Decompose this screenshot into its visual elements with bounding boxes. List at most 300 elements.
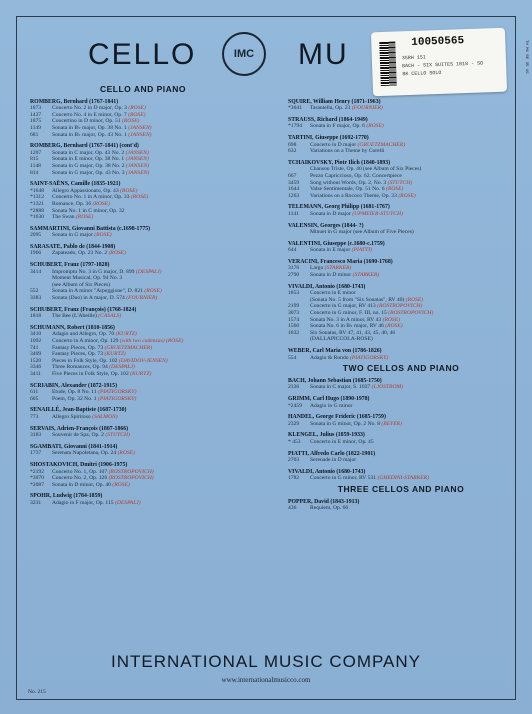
entry-number: 1141	[288, 210, 299, 217]
catalog-entry	[288, 142, 514, 149]
entry-title: Adagio and Allegro, Op. 70	[52, 331, 115, 338]
left-column	[30, 82, 256, 506]
entry-title-line	[52, 295, 256, 302]
entry-title: Sonata No. 1 in C minor, Op. 32	[52, 207, 125, 214]
catalog-entry	[288, 330, 514, 337]
entry-number: *1794	[288, 123, 302, 130]
entry-title-line	[52, 170, 256, 177]
entry-number: *1630	[30, 214, 44, 221]
entry-title: Sonata in E minor, Op. 38 No. 1	[52, 156, 125, 163]
entry-title: Largo	[310, 265, 324, 272]
entry-number: 1853	[288, 290, 300, 297]
entry-title-line	[52, 156, 256, 163]
catalog-entry	[288, 180, 514, 187]
entry-number: 3346	[30, 364, 42, 371]
entry-title-line	[310, 297, 514, 304]
entry-title: Chanson Triste, Op. 40 (see Album of Six Pieces)	[310, 166, 422, 173]
catalog-entry	[30, 118, 256, 125]
catalog-entry	[30, 132, 256, 139]
entry-title: Five Pieces in Folk Style, Op. 102	[52, 370, 129, 377]
entry-number: 3409	[30, 351, 42, 358]
entry-number: 741	[30, 344, 39, 351]
entry-title: Allegro Appassionato, Op. 43	[52, 187, 119, 194]
entry-title: Sonata in C major, S. 1037	[310, 384, 371, 391]
entry-title-line	[52, 389, 256, 396]
composer-heading: STRAUSS, Richard (1864-1949)	[288, 116, 368, 123]
entry-number: 611	[30, 389, 39, 396]
entry-editor: (ROSTROPOVICH)	[108, 468, 154, 475]
entry-title-line	[310, 330, 514, 337]
catalog-entry	[30, 338, 256, 345]
entry-editor: (DESPALJ)	[135, 268, 162, 275]
entry-number: 2336	[288, 384, 300, 391]
entry-title-line	[52, 118, 256, 125]
catalog-entry	[30, 275, 256, 282]
entry-title-line	[310, 290, 514, 297]
entry-editor: (ROSE)	[120, 187, 138, 194]
catalog-entry	[30, 475, 256, 482]
entry-number: *3041	[288, 105, 302, 112]
entry-title: Sonata in G minor, Op. 2 No. 8	[310, 420, 381, 427]
catalog-entry	[288, 211, 514, 218]
entry-title: Sonata in F major, Op. 6	[310, 123, 365, 130]
catalog-entry	[288, 123, 514, 130]
right-groups-three-cellos	[288, 499, 514, 512]
catalog-entry	[288, 173, 514, 180]
entry-editor: (ROSE)	[405, 296, 424, 303]
entry-number: *2459	[288, 402, 302, 409]
catalog-number: No. 215	[28, 689, 46, 695]
entry-title: Zapateado, Op. 23 No. 2	[52, 250, 108, 257]
entry-editor: (ROSE)	[94, 232, 112, 239]
entry-number: 3176	[288, 265, 300, 272]
composer-heading: TCHAIKOVSKY, Piotr Ilich (1840-1893)	[288, 159, 391, 166]
catalog-entry	[30, 414, 256, 421]
section-title-three-cellos: THREE CELLOS AND PIANO	[337, 483, 465, 494]
composer-heading: GRIMM, Carl Hugo (1890-1978)	[288, 395, 370, 402]
entry-title: Sonata in D minor	[310, 272, 352, 279]
catalog-entry	[288, 265, 514, 272]
entry-editor: (ROSTROPOVICH)	[108, 475, 154, 482]
entry-title-line	[310, 186, 514, 193]
catalog-entry	[30, 105, 256, 112]
entry-editor: (ROSE)	[108, 250, 126, 257]
catalog-entry	[30, 208, 256, 215]
composer-heading: VIVALDI, Antonio (1680-1743)	[288, 468, 366, 475]
entry-number: 3459	[288, 179, 300, 186]
catalog-entry	[288, 505, 514, 512]
entry-title: Concerto in E minor, Op. 45	[310, 438, 374, 445]
entry-title-line	[52, 396, 256, 403]
entry-title-line	[52, 345, 256, 352]
entry-editor: (JANSEN)	[125, 169, 150, 176]
entry-title: (see Album of Six Pieces)	[52, 281, 111, 288]
composer-heading: VALENSIN, Georges (1844- ?)	[288, 222, 364, 229]
entry-title-line	[52, 364, 256, 371]
entry-title-line	[52, 469, 256, 476]
entry-editor: (PIATIGORSKY)	[349, 354, 389, 361]
entry-editor: (ROSE)	[385, 186, 404, 193]
entry-title-line	[310, 123, 514, 130]
entry-title-line	[310, 166, 514, 173]
entry-title: Sonata in G major, Op. 38 No. 2	[52, 162, 125, 169]
entry-title: Sonata in E major	[310, 247, 351, 254]
catalog-entry	[288, 297, 514, 304]
entry-number: 773	[30, 413, 39, 420]
entry-editor: (DESPALJ)	[109, 364, 135, 371]
entry-number: 1818	[30, 313, 42, 320]
catalog-entry	[288, 303, 514, 310]
barcode-icon	[379, 42, 397, 87]
entry-title-line	[52, 414, 256, 421]
composer-heading: WEBER, Carl Maria von (1786-1826)	[288, 348, 382, 354]
entry-number: *2192	[30, 468, 44, 475]
catalog-entry	[288, 355, 514, 362]
section-title-two-cellos: TWO CELLOS AND PIANO	[342, 363, 460, 374]
catalog-entry	[30, 500, 256, 507]
catalog-entry	[288, 186, 514, 193]
entry-title-line	[52, 331, 256, 338]
entry-title-line	[52, 188, 256, 195]
entry-title-line	[52, 358, 256, 365]
entry-title: Concerto in A minor, Op. 129	[52, 338, 119, 344]
composer-heading: SQUIRE, William Henry (1871-1963)	[288, 98, 381, 105]
entry-editor: (ROSE)	[128, 105, 146, 112]
entry-title-line	[52, 232, 256, 239]
catalog-entry	[30, 170, 256, 177]
catalog-entry	[288, 290, 514, 297]
catalog-entry	[30, 214, 256, 221]
catalog-entry	[288, 229, 514, 236]
catalog-entry	[30, 371, 256, 378]
entry-number: 3383	[30, 295, 42, 302]
entry-number: 698	[288, 141, 297, 148]
entry-number	[288, 336, 310, 343]
catalog-entry	[288, 272, 514, 279]
right-column	[288, 82, 514, 512]
entry-editor: (ROSE)	[382, 316, 400, 323]
entry-title-line	[52, 250, 256, 257]
entry-editor: (ROSE)	[112, 481, 130, 488]
entry-title: (Sonata No. 5 from "Six Sonatas", RV 40)	[310, 296, 405, 303]
catalog-entry	[30, 156, 256, 163]
entry-number: 1263	[288, 192, 300, 199]
composer-heading: SPOHR, Ludwig (1784-1859)	[30, 493, 103, 500]
catalog-entry	[288, 421, 514, 428]
catalog-entry	[288, 148, 514, 155]
entry-number: 3410	[30, 331, 42, 338]
composer-heading: SGAMBATI, Giovanni (1841-1914)	[30, 443, 118, 450]
entry-title: Six Sonatas, RV 47, 41, 43, 45, 40, 46	[310, 329, 396, 336]
composer-heading: SAMMARTINI, Giovanni Battista (c.1698-1775)	[30, 225, 151, 232]
entry-title-line	[52, 475, 256, 482]
entry-number	[30, 282, 52, 289]
entry-title: Variations on a Theme by Corelli	[310, 148, 385, 155]
publisher-name: INTERNATIONAL MUSIC COMPANY	[110, 652, 422, 671]
catalog-entry	[30, 450, 256, 457]
left-groups	[30, 99, 256, 507]
composer-heading: SCHUBERT, Franz (François) (1768-1824)	[30, 306, 137, 313]
entry-title-line	[310, 355, 514, 362]
entry-title-line	[310, 247, 514, 254]
entry-title: Sonata (Duo) in A major, D. 574	[52, 295, 125, 302]
entry-title: Poem, Op. 32 No. 1	[52, 395, 97, 402]
entry-title: Concerto No. 4 in E minor, Op. 7	[52, 111, 127, 118]
entry-title-line	[52, 150, 256, 157]
entry-title: Sonata in A minor "Arpeggione", D. 821	[52, 288, 143, 295]
entry-title-line	[310, 403, 514, 410]
entry-title-line	[310, 421, 514, 428]
entry-number: *2087	[30, 481, 44, 488]
entry-editor: (FOURNIER)	[351, 105, 383, 112]
entry-number: *1648	[30, 187, 44, 194]
entry-title-line	[310, 475, 514, 482]
entry-title: Impromptu No. 3 in G major, D. 899	[52, 268, 135, 275]
entry-editor: (KURTZ)	[115, 331, 137, 338]
catalog-entry	[30, 125, 256, 132]
entry-title: Sonata No. 6 in B♭ major, RV 46	[310, 323, 384, 330]
catalog-entry	[30, 163, 256, 170]
composer-heading: VERACINI, Francesco Maria (1690-1768)	[288, 258, 393, 265]
catalog-entry	[30, 282, 256, 289]
entry-title-line	[52, 450, 256, 457]
entry-number: 3411	[30, 370, 41, 377]
catalog-entry	[30, 250, 256, 257]
entry-title-line	[310, 303, 514, 310]
composer-heading: SCRIABIN, Alexander (1872-1915)	[30, 382, 118, 389]
catalog-entry	[30, 194, 256, 201]
catalog-entry	[288, 166, 514, 173]
right-groups	[288, 99, 514, 362]
entry-title-line	[310, 317, 514, 324]
entry-number: *1321	[30, 200, 44, 207]
entry-title-line	[52, 288, 256, 295]
composer-heading: SENAILLÉ, Jean-Baptiste (1687-1730)	[30, 407, 127, 414]
entry-title-line	[52, 105, 256, 112]
entry-editor: (ROSE)	[117, 450, 135, 457]
catalog-entry	[30, 201, 256, 208]
entry-title: Pezzo Capriccioso, Op. 62. Concertpiece	[310, 172, 402, 179]
entry-number: 1560	[288, 323, 300, 330]
entry-title: Adagio in G minor	[310, 402, 353, 409]
entry-title: Minuet in G major (see Album of Five Pieces)	[310, 229, 414, 236]
entry-number: 1782	[288, 475, 300, 482]
entry-title: Etude, Op. 8 No. 11	[52, 389, 97, 396]
entry-editor: (JANSEN)	[128, 124, 152, 131]
entry-number	[30, 275, 52, 282]
composer-heading: BACH, Johann Sebastian (1685-1750)	[288, 377, 382, 384]
entry-title: Song without Words, Op. 2, No. 3	[310, 179, 387, 186]
sticker-line-2: BACH - SIX SUITES 1018 - SO	[402, 60, 484, 70]
entry-editor: (BEYER)	[381, 420, 402, 427]
entry-number: 1092	[30, 338, 42, 344]
entry-title-line	[52, 482, 256, 489]
entry-editor: (STUTCH)	[105, 432, 130, 439]
entry-title-line	[52, 194, 256, 201]
entry-editor: (ROSE)	[398, 192, 416, 199]
catalog-entry	[30, 295, 256, 302]
entry-number: 2095	[30, 232, 42, 239]
entry-title: Sonata No. 3 in A minor, RV 43	[310, 316, 382, 323]
catalog-entry	[30, 482, 256, 489]
composer-heading: PIATTI, Alfredo Carlo (1822-1901)	[288, 450, 376, 457]
entry-title: Sonata in D major	[310, 210, 351, 217]
composer-heading: SCHUMANN, Robert (1810-1856)	[30, 324, 115, 331]
entry-title-line	[310, 180, 514, 187]
entry-editor: (JANSEN)	[125, 162, 150, 169]
entry-number: 2703	[288, 457, 300, 464]
entry-title: The Bee (L'Abeille)	[52, 313, 97, 320]
entry-title-line	[310, 384, 514, 391]
composer-heading: ROMBERG, Bernhard (1767-1841) (cont'd)	[30, 143, 139, 150]
entry-number: 667	[288, 172, 297, 179]
catalog-entry	[30, 112, 256, 119]
entry-editor: (DAVIDOV-JENSEN)	[118, 357, 168, 364]
entry-title: Concertino in D minor, Op. 51	[52, 118, 121, 125]
catalog-entry	[288, 247, 514, 254]
entry-editor: (KURTZ)	[104, 351, 126, 358]
entry-title-line	[310, 457, 514, 464]
entry-number: 2329	[288, 420, 300, 427]
entry-title-line	[310, 336, 514, 343]
catalog-entry	[288, 317, 514, 324]
entry-editor: (STARKER)	[352, 272, 380, 279]
catalog-entry	[288, 475, 514, 482]
catalog-entry	[288, 323, 514, 330]
composer-heading: VALENTINI, Giuseppe (c.1680-c.1759)	[288, 240, 385, 247]
composer-heading: TARTINI, Giuseppe (1692-1770)	[288, 134, 369, 141]
catalog-entry	[30, 469, 256, 476]
entry-editor: (PIATIGORSKY)	[98, 389, 137, 396]
entry-editor: (JANSEN)	[125, 156, 149, 163]
composer-heading: SERVAIS, Adrien-François (1807-1866)	[30, 425, 129, 432]
entry-number: 552	[30, 288, 39, 295]
entry-title-line	[310, 142, 514, 149]
entry-title-line	[52, 351, 256, 358]
entry-editor: (ROSE)	[385, 323, 403, 330]
entry-title-line	[310, 505, 514, 512]
catalog-entry	[288, 193, 514, 200]
entry-number: 1966	[30, 250, 42, 257]
entry-title: Concerto No. 2 in D major, Op. 3	[52, 105, 127, 112]
composer-heading: SHOSTAKOVICH, Dmitri (1906-1975)	[30, 461, 128, 468]
entry-title-line	[310, 229, 514, 236]
entry-title: Concerto in D major	[310, 141, 357, 148]
composer-heading: SAINT-SAËNS, Camille (1835-1921)	[30, 181, 121, 188]
entry-title: Variations on a Rococo Theme, Op. 33	[310, 192, 397, 199]
entry-number: *1312	[30, 194, 44, 201]
entry-title-line	[310, 323, 514, 330]
entry-number: 3183	[30, 432, 42, 439]
entry-editor: (GRUETZMACHER)	[104, 344, 153, 351]
entry-title: Moment Musical, Op. 94 No. 3	[52, 275, 123, 282]
entry-editor: (LJOSTRÖM)	[371, 384, 404, 391]
catalog-entry	[288, 310, 514, 317]
entry-title: Souvenir de Spa, Op. 2	[52, 432, 104, 439]
entry-title: Sonata in G major, Op. 43 No. 3	[52, 169, 125, 176]
entry-number: 3414	[30, 268, 42, 275]
entry-number: 632	[288, 148, 297, 155]
entry-title-line	[52, 132, 256, 139]
catalog-entry	[30, 288, 256, 295]
composer-heading: POPPER, David (1843-1913)	[288, 498, 360, 505]
entry-number: * 453	[288, 438, 301, 445]
catalog-entry	[30, 389, 256, 396]
section-title: CELLO AND PIANO	[99, 84, 187, 94]
entry-title-line	[52, 371, 256, 378]
entry-editor: (STUTCH)	[387, 179, 413, 186]
entry-title: Concerto in G minor, F. III, no. 15	[310, 310, 387, 317]
composer-heading: SARASATE, Pablo de (1844-1908)	[30, 243, 116, 250]
entry-number: 2199	[288, 303, 300, 310]
catalog-entry	[30, 432, 256, 439]
catalog-entry	[30, 345, 256, 352]
sticker-line-1: 35RH 151	[401, 54, 426, 62]
entry-title-line	[52, 214, 256, 221]
entry-number: 815	[30, 156, 39, 163]
entry-title: Pieces in Folk Style, Op. 102	[52, 357, 118, 364]
entry-title: Allegro Spiritoso	[52, 413, 91, 420]
entry-title: Three Romances, Op. 94	[52, 364, 108, 371]
entry-title: (DALLAPICCOLA-ROSE)	[310, 336, 373, 343]
composer-heading: SCHUBERT, Franz (1797-1828)	[30, 262, 110, 269]
entry-title: Requiem, Op. 66	[310, 505, 349, 512]
entry-number	[288, 229, 310, 236]
catalog-entry	[288, 105, 514, 112]
entry-title-line	[52, 269, 256, 276]
entry-title-line	[310, 211, 514, 218]
entry-title: Sonata in B♭ major, Op. 38 No. 1	[52, 124, 127, 131]
entry-number: 1149	[30, 124, 41, 131]
imc-logo: IMC	[222, 32, 266, 76]
entry-title-line	[310, 265, 514, 272]
entry-number: 1437	[30, 111, 42, 118]
entry-title: Concerto No. 2, Op. 126	[52, 475, 108, 482]
entry-title-line	[52, 500, 256, 507]
entry-title: Sonata in B♭ major, Op. 43 No. 1	[52, 131, 127, 138]
entry-editor: (ROSTROPOVICH)	[388, 310, 434, 317]
entry-title-line	[310, 272, 514, 279]
catalog-entry	[30, 351, 256, 358]
entry-number: 1574	[288, 316, 300, 323]
entry-editor: (ROSTROPOVICH)	[377, 303, 423, 310]
entry-editor: (ROSE)	[128, 111, 146, 118]
entry-editor: (ROSE)	[92, 200, 110, 207]
catalog-entry	[30, 232, 256, 239]
entry-number: 2790	[288, 272, 300, 279]
entry-editor: (ROSE)	[75, 214, 94, 221]
entry-number: 1737	[30, 450, 42, 457]
entry-editor: (CASALS)	[98, 313, 122, 320]
entry-editor: (ROSE)	[366, 123, 384, 130]
entry-title: The Swan	[52, 214, 75, 221]
entry-title-line	[310, 105, 514, 112]
entry-title-line	[52, 125, 256, 132]
catalog-entry	[288, 457, 514, 464]
entry-number: *2888	[30, 207, 44, 214]
entry-editor: (PIATTI)	[351, 247, 372, 254]
entry-title: Sonata in C major, Op. 43 No. 2	[52, 149, 125, 156]
catalog-entry	[30, 331, 256, 338]
entry-title: Concerto No. 1, Op. 107	[52, 468, 108, 475]
entry-editor: (SALMON)	[92, 413, 118, 420]
entry-title: Romance, Op. 36	[52, 200, 92, 207]
entry-number: 644	[288, 247, 297, 254]
entry-number	[288, 297, 310, 304]
entry-title-line	[52, 275, 256, 282]
entry-title: Sonata in G major	[52, 232, 93, 239]
entry-number: 1207	[30, 149, 42, 156]
